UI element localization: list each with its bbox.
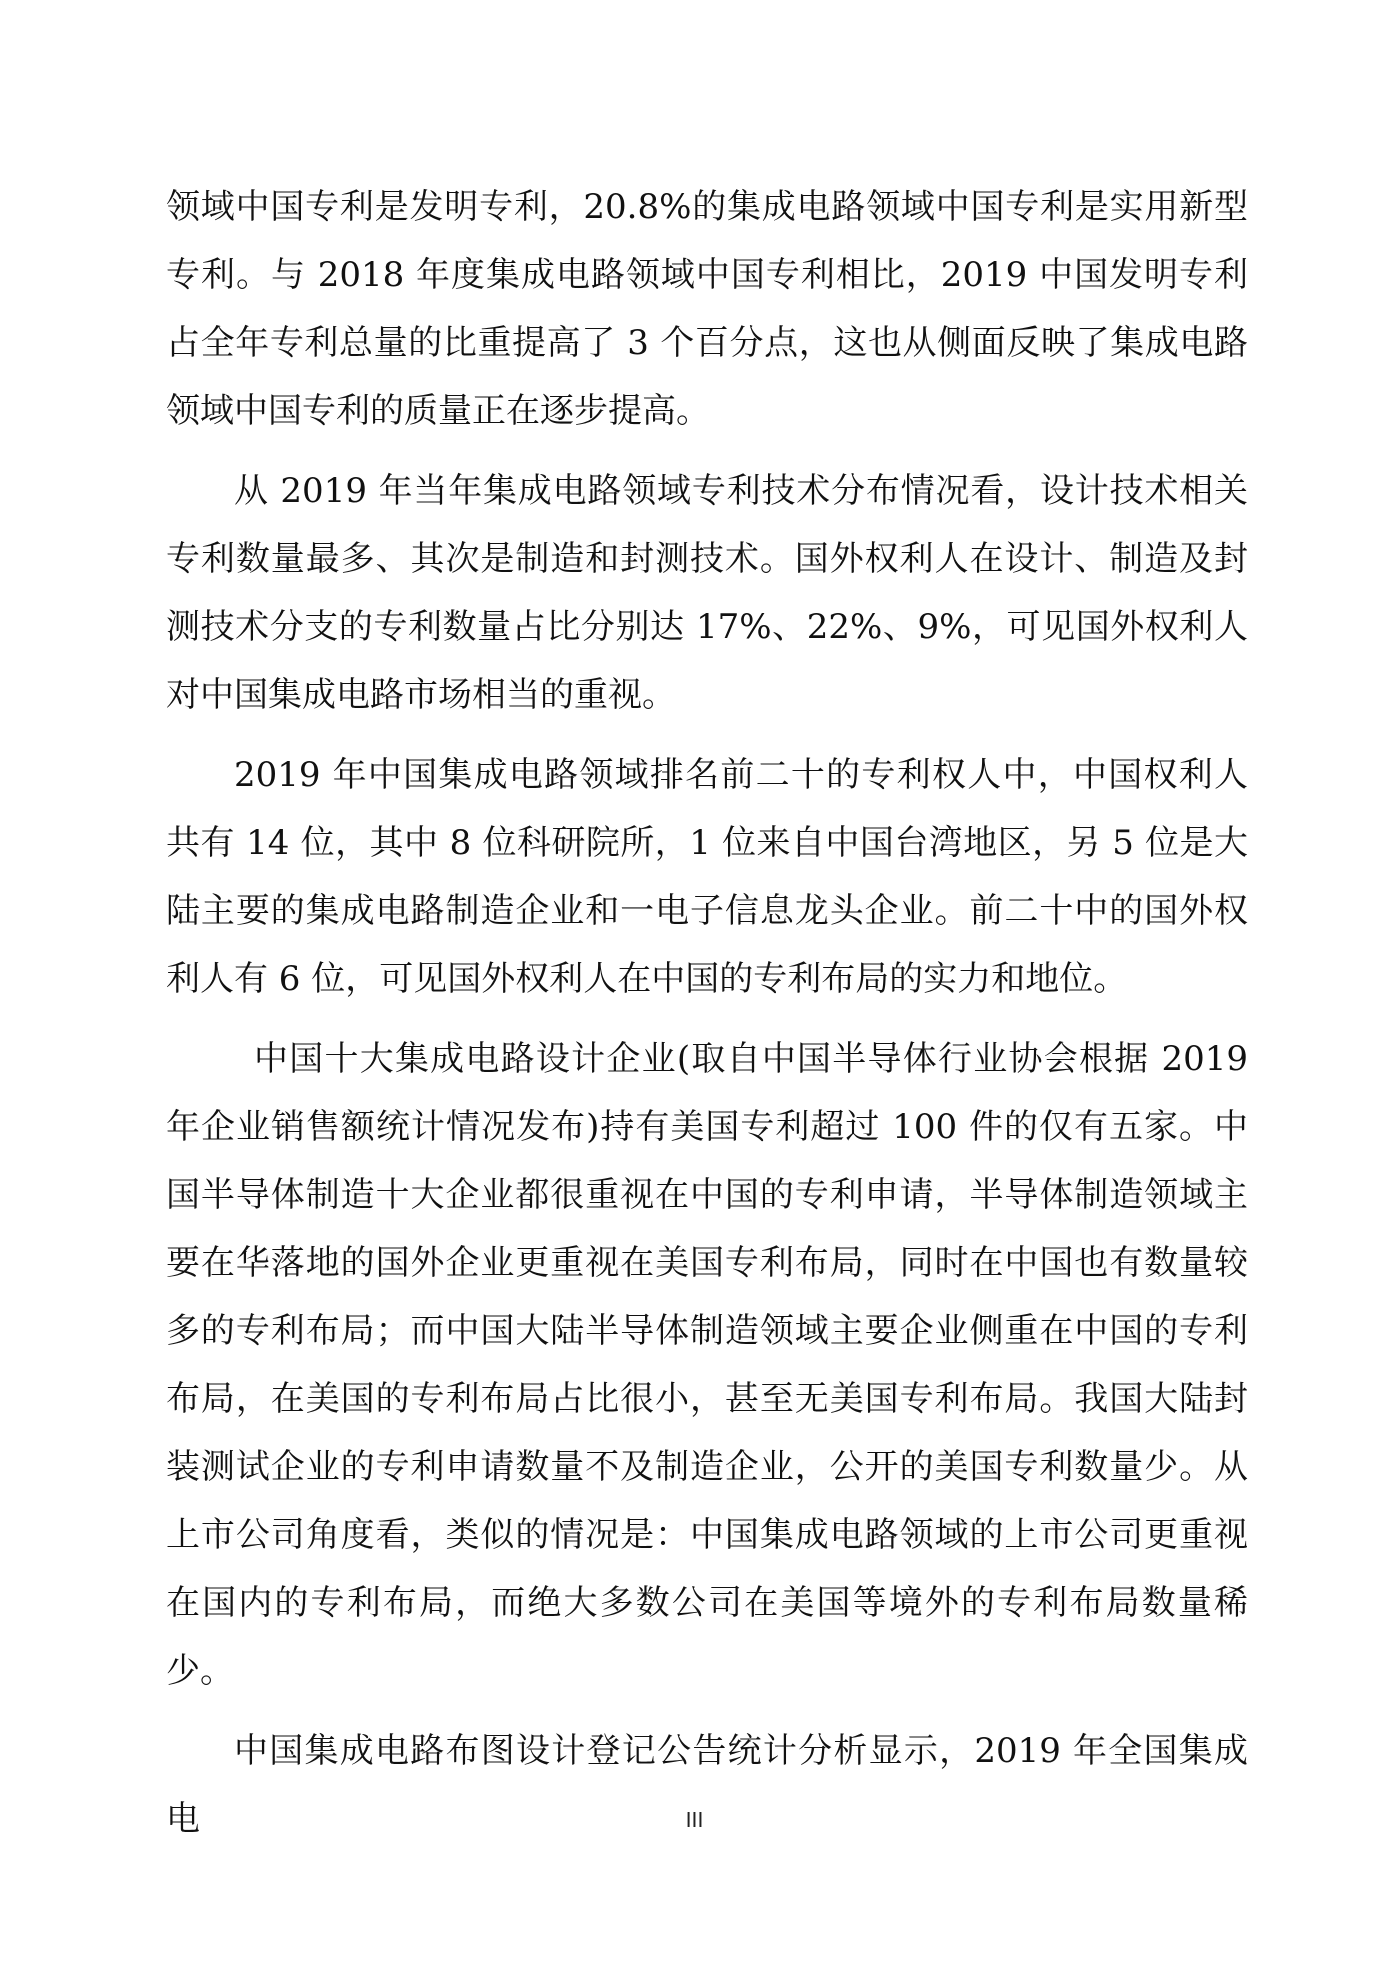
paragraph-3: 2019 年中国集成电路领域排名前二十的专利权人中，中国权利人共有 14 位，其中 8 位科研院所，1 位来自中国台湾地区，另 5 位是大陆主要的集成电路制造企业和一电子信息龙头企业。前二十中的国外权利人有 6 位，可见国外权利人在中国的专利布局的实力和地位。 [166,755,1248,999]
body-text [166,173,1248,1865]
paragraph-2: 从 2019 年当年集成电路领域专利技术分布情况看，设计技术相关专利数量最多、其次是制造和封测技术。国外权利人在设计、制造及封测技术分支的专利数量占比分别达 17%、22%、9%，可见国外权利人对中国集成电路市场相当的重视。 [166,471,1248,715]
paragraph-5: 中国集成电路布图设计登记公告统计分析显示，2019 年全国集成电 [166,1731,1248,1839]
paragraph-1: 领域中国专利是发明专利，20.8%的集成电路领域中国专利是实用新型专利。与 2018 年度集成电路领域中国专利相比，2019 中国发明专利占全年专利总量的比重提高了 3 个百分点，这也从侧面反映了集成电路领域中国专利的质量正在逐步提高。 [166,187,1248,431]
paragraph-4: 中国十大集成电路设计企业(取自中国半导体行业协会根据 2019 年企业销售额统计情况发布)持有美国专利超过 100 件的仅有五家。中国半导体制造十大企业都很重视在中国的专利申请，半导体制造领域主要在华落地的国外企业更重视在美国专利布局，同时在中国也有数量较多的专利布局；而中国大陆半导体制造领域主要企业侧重在中国的专利布局，在美国的专利布局占比很小，甚至无美国专利布局。我国大陆封装测试企业的专利申请数量不及制造企业，公开的美国专利数量少。从上市公司角度看，类似的情况是：中国集成电路领域的上市公司更重视在国内的专利布局，而绝大多数公司在美国等境外的专利布局数量稀少。 [166,1039,1248,1691]
page-number: III [685,1808,704,1832]
